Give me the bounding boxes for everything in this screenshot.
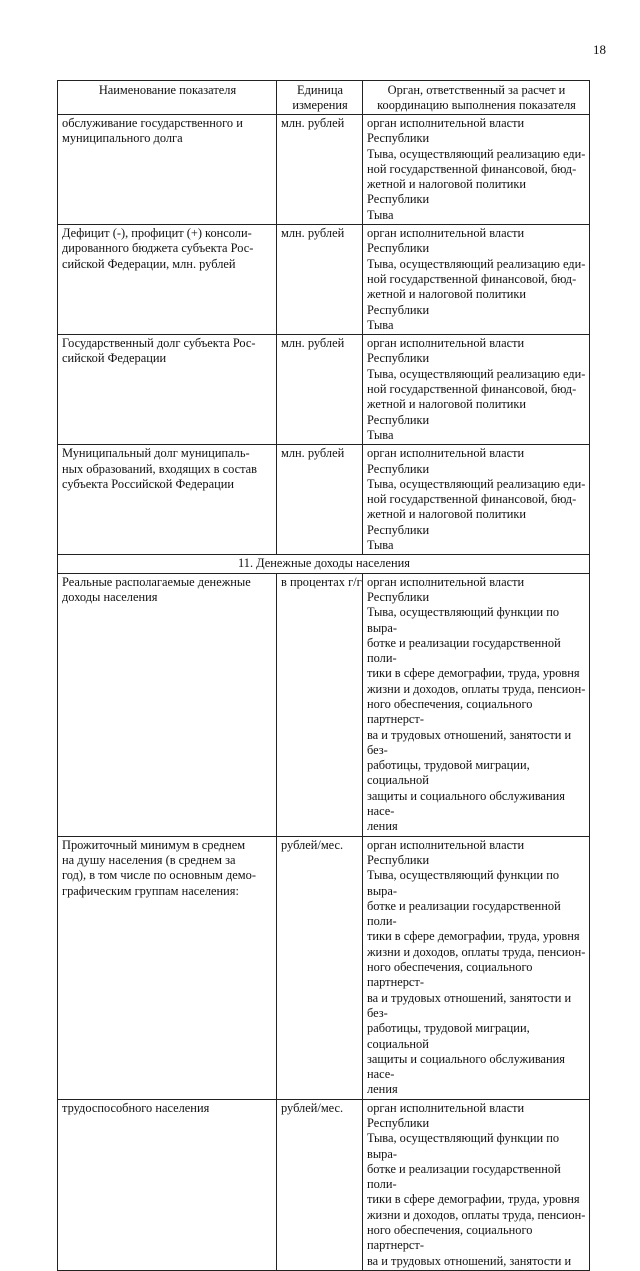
responsible-body: орган исполнительной власти Республики Тыва, осуществляющий функции по выра- ботке и реализации государственной поли- тики в сфере демографии, труда, уровня жизни и доходов, оплаты труда, пенсион- ного обеспечения, социального партнерст- ва и трудовых отношений, занятости и <box>363 1099 590 1270</box>
unit: млн. рублей <box>277 225 363 335</box>
responsible-body: орган исполнительной власти Республики Тыва, осуществляющий функции по выра- ботке и реализации государственной поли- тики в сфере демографии, труда, уровня жизни и доходов, оплаты труда, пенсион- ного обеспечения, социального партнерст- ва и трудовых отношений, занятости и без- работицы, трудовой миграции, социальной защиты и социального обслуживания насе- ления <box>363 836 590 1099</box>
indicator-name: Государственный долг субъекта Рос- сийской Федерации <box>58 335 277 445</box>
section-title: 11. Денежные доходы населения <box>58 555 590 573</box>
header-unit: Единица измерения <box>277 81 363 115</box>
unit: млн. рублей <box>277 115 363 225</box>
unit: млн. рублей <box>277 335 363 445</box>
responsible-body: орган исполнительной власти Республики Тыва, осуществляющий реализацию еди- ной государственной финансовой, бюд- жетной и налоговой политики Республики Тыва <box>363 225 590 335</box>
table-row <box>58 115 590 225</box>
indicator-name: трудоспособного населения <box>58 1099 277 1270</box>
header-indicator-name: Наименование показателя <box>58 81 277 115</box>
unit: в процентах г/г <box>277 573 363 836</box>
indicator-name: обслуживание государственного и муниципального долга <box>58 115 277 225</box>
section-row <box>58 555 590 573</box>
unit: млн. рублей <box>277 445 363 555</box>
indicator-name: Дефицит (-), профицит (+) консоли- дированного бюджета субъекта Рос- сийской Федерации, млн. рублей <box>58 225 277 335</box>
indicator-table <box>57 80 590 1271</box>
unit: рублей/мес. <box>277 1099 363 1270</box>
indicator-name: Прожиточный минимум в среднем на душу населения (в среднем за год), в том числе по основным демо- графическим группам населения: <box>58 836 277 1099</box>
table-row <box>58 1099 590 1270</box>
responsible-body: орган исполнительной власти Республики Тыва, осуществляющий реализацию еди- ной государственной финансовой, бюд- жетной и налоговой политики Республики Тыва <box>363 115 590 225</box>
table-row <box>58 445 590 555</box>
indicator-name: Реальные располагаемые денежные доходы населения <box>58 573 277 836</box>
table-row <box>58 335 590 445</box>
table-row <box>58 225 590 335</box>
responsible-body: орган исполнительной власти Республики Тыва, осуществляющий реализацию еди- ной государственной финансовой, бюд- жетной и налоговой политики Республики Тыва <box>363 445 590 555</box>
table-header-row <box>58 81 590 115</box>
responsible-body: орган исполнительной власти Республики Тыва, осуществляющий функции по выра- ботке и реализации государственной поли- тики в сфере демографии, труда, уровня жизни и доходов, оплаты труда, пенсион- ного обеспечения, социального партнерст- ва и трудовых отношений, занятости и без- работицы, трудовой миграции, социальной защиты и социального обслуживания насе- ления <box>363 573 590 836</box>
table-row <box>58 573 590 836</box>
unit: рублей/мес. <box>277 836 363 1099</box>
indicator-name: Муниципальный долг муниципаль- ных образований, входящих в состав субъекта Российской Федерации <box>58 445 277 555</box>
page-number: 18 <box>593 42 606 57</box>
responsible-body: орган исполнительной власти Республики Тыва, осуществляющий реализацию еди- ной государственной финансовой, бюд- жетной и налоговой политики Республики Тыва <box>363 335 590 445</box>
table-row <box>58 836 590 1099</box>
header-responsible-body: Орган, ответственный за расчет и координацию выполнения показателя <box>363 81 590 115</box>
